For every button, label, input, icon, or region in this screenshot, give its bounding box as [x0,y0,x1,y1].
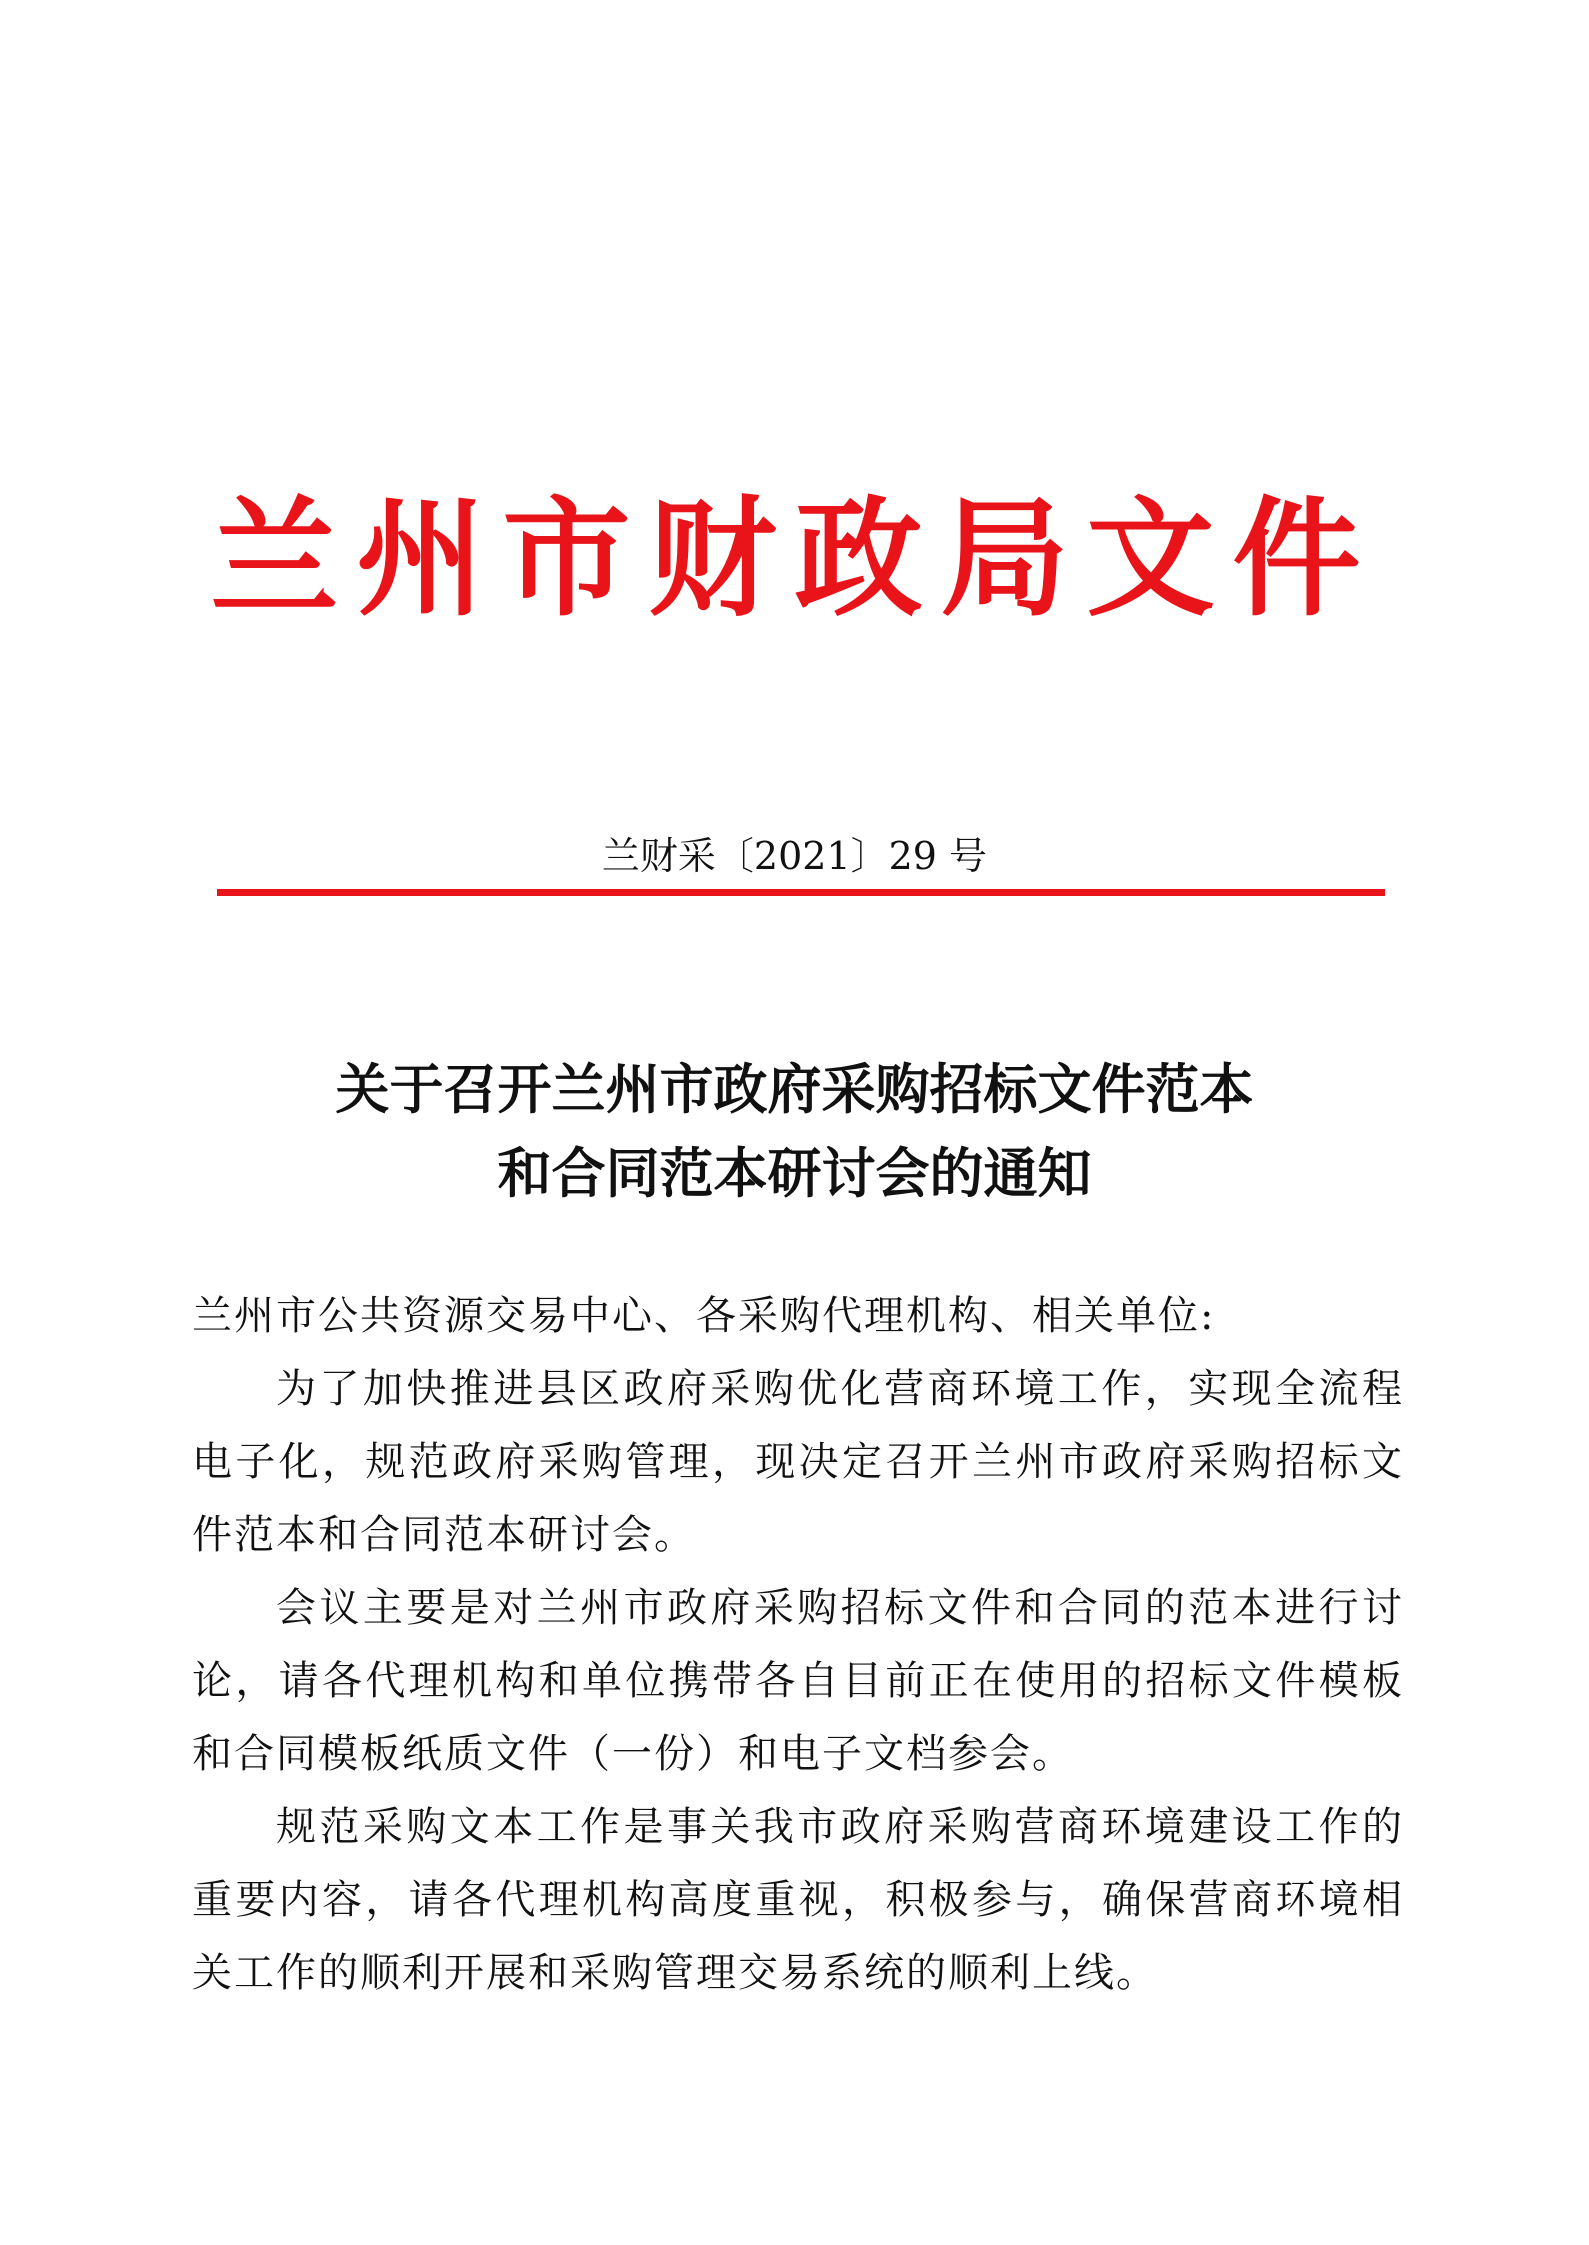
salutation: 兰州市公共资源交易中心、各采购代理机构、相关单位: [192,1293,1216,1339]
masthead-title: 兰州市财政局文件 [210,485,1379,634]
red-divider-line [217,889,1385,896]
body-paragraph-2: 会议主要是对兰州市政府采购招标文件和合同的范本进行讨论，请各代理机构和单位携带各自目前正在使用的招标文件模板和合同模板纸质文件（一份）和电子文档参会。 [192,1585,1404,1777]
notice-title-line-2: 和合同范本研讨会的通知 [497,1142,1092,1205]
body-paragraph-3: 规范采购文本工作是事关我市政府采购营商环境建设工作的重要内容，请各代理机构高度重视，积极参与，确保营商环境相关工作的顺利开展和采购管理交易系统的顺利上线。 [192,1804,1404,1996]
notice-title [0,1048,1589,1216]
notice-body [192,1280,1404,2010]
body-paragraph-1: 为了加快推进县区政府采购优化营商环境工作，实现全流程电子化，规范政府采购管理，现决定召开兰州市政府采购招标文件范本和合同范本研讨会。 [192,1366,1404,1558]
document-number: 兰财采〔2021〕29 号 [601,834,988,878]
notice-title-line-1: 关于召开兰州市政府采购招标文件范本 [335,1058,1254,1121]
